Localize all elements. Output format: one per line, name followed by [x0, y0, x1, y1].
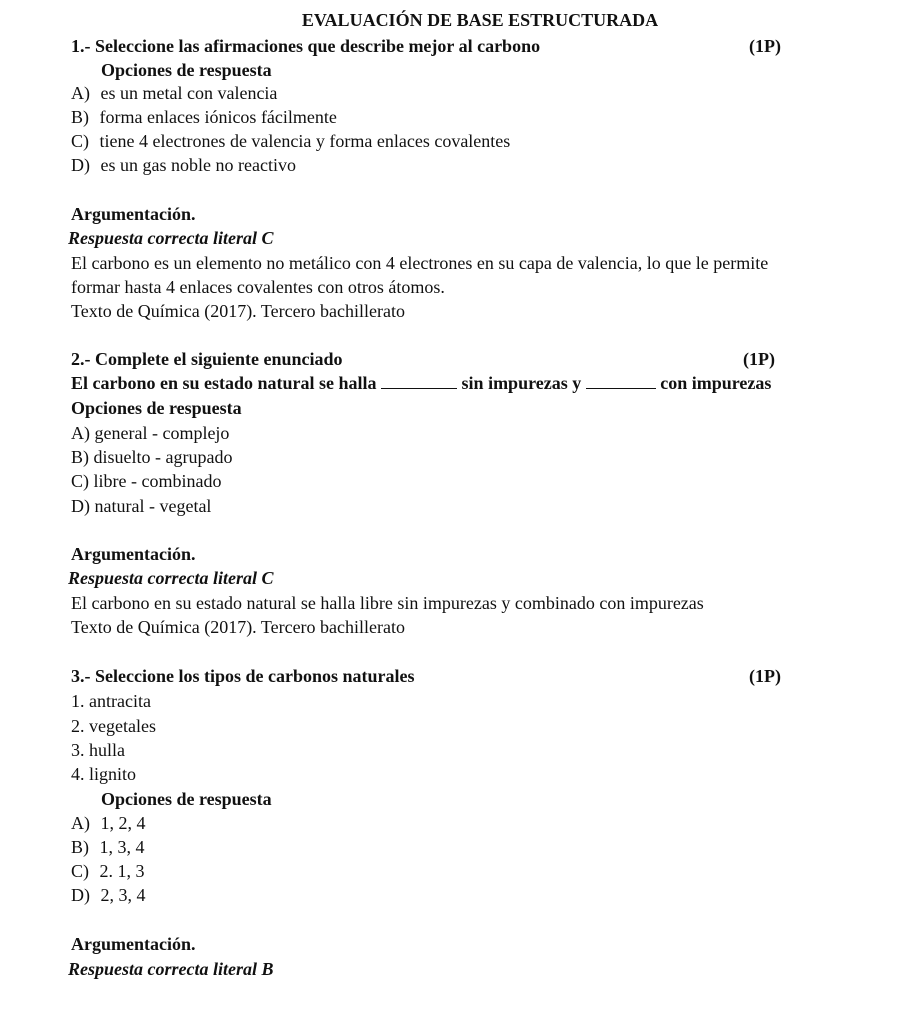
- q3-item-2: 2. vegetales: [71, 716, 156, 736]
- q1-option-letter: A): [71, 83, 90, 103]
- q3-item-1: 1. antracita: [71, 691, 151, 711]
- q2-options-heading: Opciones de respuesta: [71, 398, 242, 418]
- q2-argument-heading: Argumentación.: [71, 544, 196, 564]
- q1-correct-answer: Respuesta correcta literal C: [68, 228, 274, 248]
- q2-statement-part1: El carbono en su estado natural se halla: [71, 373, 377, 393]
- q1-options-heading: Opciones de respuesta: [101, 60, 272, 80]
- q1-option-text: forma enlaces iónicos fácilmente: [99, 107, 337, 127]
- q2-option-b: B) disuelto - agrupado: [71, 447, 233, 467]
- q1-option-c: [71, 130, 510, 152]
- q1-option-letter: B): [71, 107, 89, 127]
- q3-option-letter: D): [71, 885, 90, 905]
- q2-blank-2: [586, 374, 656, 389]
- q2-option-c: C) libre - combinado: [71, 471, 222, 491]
- q2-points: (1P): [743, 349, 775, 369]
- q3-correct-answer: Respuesta correcta literal B: [68, 959, 274, 979]
- q3-option-letter: C): [71, 861, 89, 881]
- q3-question: 3.- Seleccione los tipos de carbonos naturales: [71, 666, 415, 686]
- q3-points: (1P): [749, 666, 781, 686]
- q1-option-text: es un metal con valencia: [100, 83, 278, 103]
- q2-explanation: El carbono en su estado natural se halla libre sin impurezas y combinado con impurezas: [71, 593, 704, 613]
- q1-option-d: [71, 154, 296, 176]
- q3-item-3: 3. hulla: [71, 740, 125, 760]
- q2-statement: [71, 372, 771, 394]
- q2-question: 2.- Complete el siguiente enunciado: [71, 349, 343, 369]
- q3-option-text: 1, 2, 4: [100, 813, 146, 833]
- q2-option-a: A) general - complejo: [71, 423, 230, 443]
- q1-explanation-line1: El carbono es un elemento no metálico con 4 electrones en su capa de valencia, lo que le permite: [71, 253, 769, 273]
- q2-statement-part3: con impurezas: [660, 373, 772, 393]
- q1-option-a: [71, 82, 277, 104]
- q1-explanation-line2: formar hasta 4 enlaces covalentes con otros átomos.: [71, 277, 445, 297]
- q3-option-text: 2. 1, 3: [99, 861, 145, 881]
- q1-option-letter: C): [71, 131, 89, 151]
- document-title: EVALUACIÓN DE BASE ESTRUCTURADA: [301, 10, 659, 30]
- q3-options-heading: Opciones de respuesta: [101, 789, 272, 809]
- q3-option-d: [71, 884, 146, 906]
- q2-blank-1: [381, 374, 457, 389]
- q1-option-text: es un gas noble no reactivo: [100, 155, 296, 175]
- q3-option-letter: B): [71, 837, 89, 857]
- q1-option-text: tiene 4 electrones de valencia y forma enlaces covalentes: [99, 131, 511, 151]
- q3-option-c: [71, 860, 145, 882]
- q2-statement-part2: sin impurezas y: [461, 373, 582, 393]
- q3-option-letter: A): [71, 813, 90, 833]
- q2-option-d: D) natural - vegetal: [71, 496, 212, 516]
- q1-option-b: [71, 106, 337, 128]
- q1-points: (1P): [749, 36, 781, 56]
- q2-source: Texto de Química (2017). Tercero bachillerato: [71, 617, 406, 637]
- q2-correct-answer: Respuesta correcta literal C: [68, 568, 274, 588]
- q1-question: 1.- Seleccione las afirmaciones que describe mejor al carbono: [71, 36, 541, 56]
- q1-source: Texto de Química (2017). Tercero bachillerato: [71, 301, 406, 321]
- q3-item-4: 4. lignito: [71, 764, 137, 784]
- q3-option-text: 1, 3, 4: [99, 837, 145, 857]
- q3-option-text: 2, 3, 4: [100, 885, 146, 905]
- q1-argument-heading: Argumentación.: [71, 204, 196, 224]
- q3-option-a: [71, 812, 146, 834]
- q3-argument-heading: Argumentación.: [71, 934, 196, 954]
- q1-option-letter: D): [71, 155, 90, 175]
- q3-option-b: [71, 836, 145, 858]
